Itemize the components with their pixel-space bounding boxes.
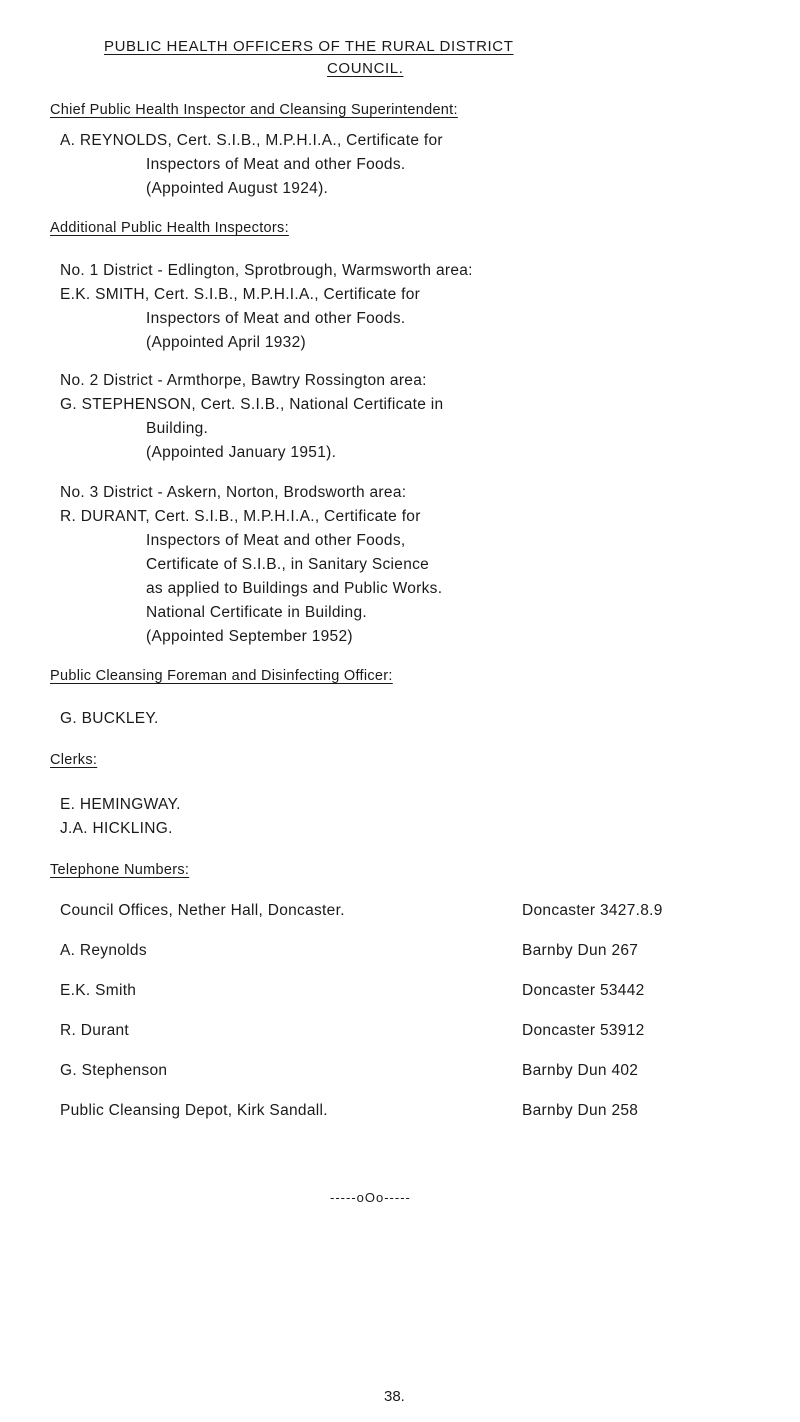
phone-row-name: A. Reynolds xyxy=(60,942,147,959)
clerk-2-name: J.A. HICKLING. xyxy=(60,820,173,837)
clerks-heading: Clerks: xyxy=(50,752,98,768)
phone-row-name: G. Stephenson xyxy=(60,1062,168,1079)
district-2-area: No. 2 District - Armthorpe, Bawtry Rossington area: xyxy=(60,372,427,389)
district-3-qual-1: Inspectors of Meat and other Foods, xyxy=(146,532,406,549)
phone-row-number: Barnby Dun 267 xyxy=(522,942,639,959)
district-3-officer: R. DURANT, Cert. S.I.B., M.P.H.I.A., Certificate for xyxy=(60,508,421,525)
foreman-name: G. BUCKLEY. xyxy=(60,710,159,727)
telephone-heading: Telephone Numbers: xyxy=(50,862,190,878)
chief-line-2: Inspectors of Meat and other Foods. xyxy=(146,156,406,173)
page-title-continued xyxy=(327,60,403,77)
phone-row-name: E.K. Smith xyxy=(60,982,137,999)
phone-row-number: Doncaster 53442 xyxy=(522,982,645,999)
page-title xyxy=(104,38,514,55)
district-2-appointed: (Appointed January 1951). xyxy=(146,444,337,461)
title-line-2: COUNCIL. xyxy=(327,60,404,77)
district-3-area: No. 3 District - Askern, Norton, Brodsworth area: xyxy=(60,484,407,501)
page-number: 38. xyxy=(384,1388,405,1405)
district-1-area: No. 1 District - Edlington, Sprotbrough, Warmsworth area: xyxy=(60,262,473,279)
district-2-officer: G. STEPHENSON, Cert. S.I.B., National Certificate in xyxy=(60,396,444,413)
chief-heading: Chief Public Health Inspector and Cleansing Superintendent: xyxy=(50,102,458,118)
district-3-qual-4: National Certificate in Building. xyxy=(146,604,367,621)
district-2-qual: Building. xyxy=(146,420,209,437)
phone-row-number: Barnby Dun 402 xyxy=(522,1062,639,1079)
district-3-appointed: (Appointed September 1952) xyxy=(146,628,353,645)
end-mark: -----oOo----- xyxy=(330,1190,411,1205)
chief-line-3: (Appointed August 1924). xyxy=(146,180,329,197)
chief-line-1: A. REYNOLDS, Cert. S.I.B., M.P.H.I.A., Certificate for xyxy=(60,132,443,149)
additional-heading: Additional Public Health Inspectors: xyxy=(50,220,289,236)
district-3-qual-3: as applied to Buildings and Public Works. xyxy=(146,580,443,597)
phone-row-name: Council Offices, Nether Hall, Doncaster. xyxy=(60,902,345,919)
foreman-heading: Public Cleansing Foreman and Disinfecting Officer: xyxy=(50,668,393,684)
district-1-qual: Inspectors of Meat and other Foods. xyxy=(146,310,406,327)
phone-row-number: Barnby Dun 258 xyxy=(522,1102,639,1119)
district-3-qual-2: Certificate of S.I.B., in Sanitary Science xyxy=(146,556,430,573)
phone-row-name: Public Cleansing Depot, Kirk Sandall. xyxy=(60,1102,328,1119)
phone-row-number: Doncaster 3427.8.9 xyxy=(522,902,663,919)
district-1-appointed: (Appointed April 1932) xyxy=(146,334,306,351)
phone-row-name: R. Durant xyxy=(60,1022,130,1039)
title-line-1: PUBLIC HEALTH OFFICERS OF THE RURAL DISTRICT xyxy=(104,38,514,55)
district-1-officer: E.K. SMITH, Cert. S.I.B., M.P.H.I.A., Certificate for xyxy=(60,286,421,303)
clerk-1-name: E. HEMINGWAY. xyxy=(60,796,181,813)
phone-row-number: Doncaster 53912 xyxy=(522,1022,645,1039)
